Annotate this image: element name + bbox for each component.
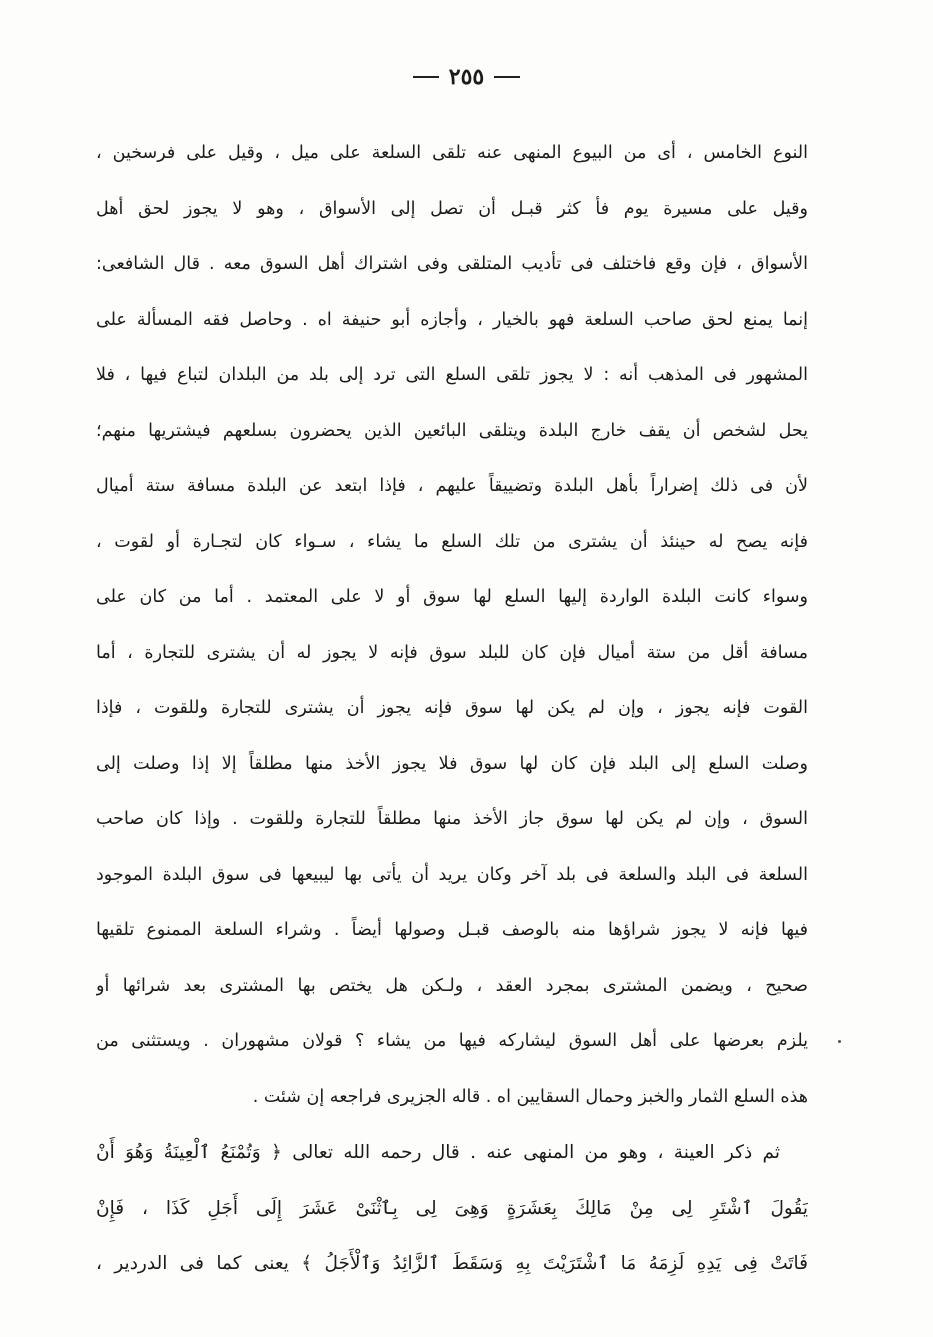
- page-header: [0, 62, 933, 92]
- text-line: وسواء كانت البلدة الواردة إليها السلع لها سوق أو لا على المعتمد . أما من كان على: [96, 587, 808, 607]
- text-line: هذه السلع الثمار والخبز وحمال السقايين اه . قاله الجزيرى فراجعه إن شئت .: [252, 1086, 808, 1107]
- quran-text-line: ثم ذكر العينة ، وهو من المنهى عنه . قال رحمه الله تعالى ﴿ وَتُمْنَعُ ٱلْعِينَةُ وَهُوَ أَنْ: [96, 1142, 780, 1163]
- text-line: النوع الخامس ، أى من البيوع المنهى عنه تلقى السلعة على ميل ، وقيل على فرسخين ،: [96, 143, 808, 163]
- text-line: صحيح ، ويضمن المشترى بمجرد العقد ، ولـكن هل يختص بها المشترى بعد شرائها أو: [96, 975, 808, 996]
- text-line: السوق ، وإن لم يكن لها سوق جاز الأخذ منها مطلقاً للتجارة وللقوت . وإذا كان صاحب: [96, 809, 808, 829]
- text-line: يحل لشخص أن يقف خارج البلدة ويتلقى البائعين الذين يحضرون بسلعهم فيشتريها منهم؛: [96, 420, 808, 441]
- text-line: إنما يمنع لحق صاحب السلعة فهو بالخيار ، وأجازه أبو حنيفة اه . وحاصل فقه المسألة على: [96, 309, 808, 330]
- text-line: الأسواق ، فإن وقع فاختلف فى تأديب المتلقى وفى اشتراك أهل السوق معه . قال الشافعى:: [96, 254, 808, 274]
- text-line: لأن فى ذلك إضراراً بأهل البلدة وتضييقاً عليهم ، فإذا ابتعد عن البلدة مسافة ستة أميال: [96, 476, 808, 496]
- text-line: فإنه يصح له حينئذ أن يشترى من تلك السلع ما يشاء ، سـواء كان لتجـارة أو لقوت ،: [96, 531, 808, 552]
- header-dash-left: [413, 76, 439, 78]
- page-number: ٢٥٥: [448, 64, 485, 90]
- text-line: فيها فإنه لا يجوز شراؤها منه بالوصف قبـل وصولها أيضاً . وشراء السلعة الممنوع تلقيها: [96, 920, 808, 940]
- header-dash-right: [494, 76, 520, 78]
- quran-text-line: فَاتَتْ فِى يَدِهِ لَزِمَهُ مَا ٱشْتَرَيْتَ بِهِ وَسَقَطَ ٱلزَّائِدُ وَٱلْأَجَلُ ﴾ يعنى كما فى الدردير ،: [96, 1253, 808, 1274]
- text-line: وقيل على مسيرة يوم فأ كثر قبـل أن تصل إلى الأسواق ، وهو لا يجوز لحق أهل: [96, 198, 808, 219]
- body-text: [96, 126, 808, 1292]
- margin-dot: [838, 1040, 841, 1043]
- quran-text-line: يَقُولَ ٱشْتَرِ لِى مِنْ مَالِكَ بِعَشَرَةٍ وَهِىَ لِى بِٱثْنَىْ عَشَرَ إِلَى أَجَلِ كَذَا ، فَإِنْ: [96, 1197, 808, 1219]
- text-line: وصلت السلع إلى البلد فإن كان لها سوق فلا يجوز الأخذ منها مطلقاً إلا إذا وصلت إلى: [96, 753, 808, 774]
- text-line: مسافة أقل من ستة أميال فإن كان للبلد سوق فإنه لا يجوز له أن يشترى للتجارة ، أما: [96, 642, 808, 663]
- text-line: يلزم بعرضها على أهل السوق ليشاركه فيها من يشاء ؟ قولان مشهوران . ويستثنى من: [96, 1031, 808, 1051]
- text-line: السلعة فى البلد والسلعة فى بلد آخر وكان يريد أن يأتى بها ليبيعها فى سوق البلدة الموجود: [96, 864, 808, 885]
- text-line: المشهور فى المذهب أنه : لا يجوز تلقى السلع التى ترد إلى بلد من البلدان لتباع فيها ، فلا: [96, 365, 808, 385]
- text-line: القوت فإنه يجوز ، وإن لم يكن لها سوق فإنه يجوز أن يشترى للتجارة وللقوت ، فإذا: [96, 698, 808, 718]
